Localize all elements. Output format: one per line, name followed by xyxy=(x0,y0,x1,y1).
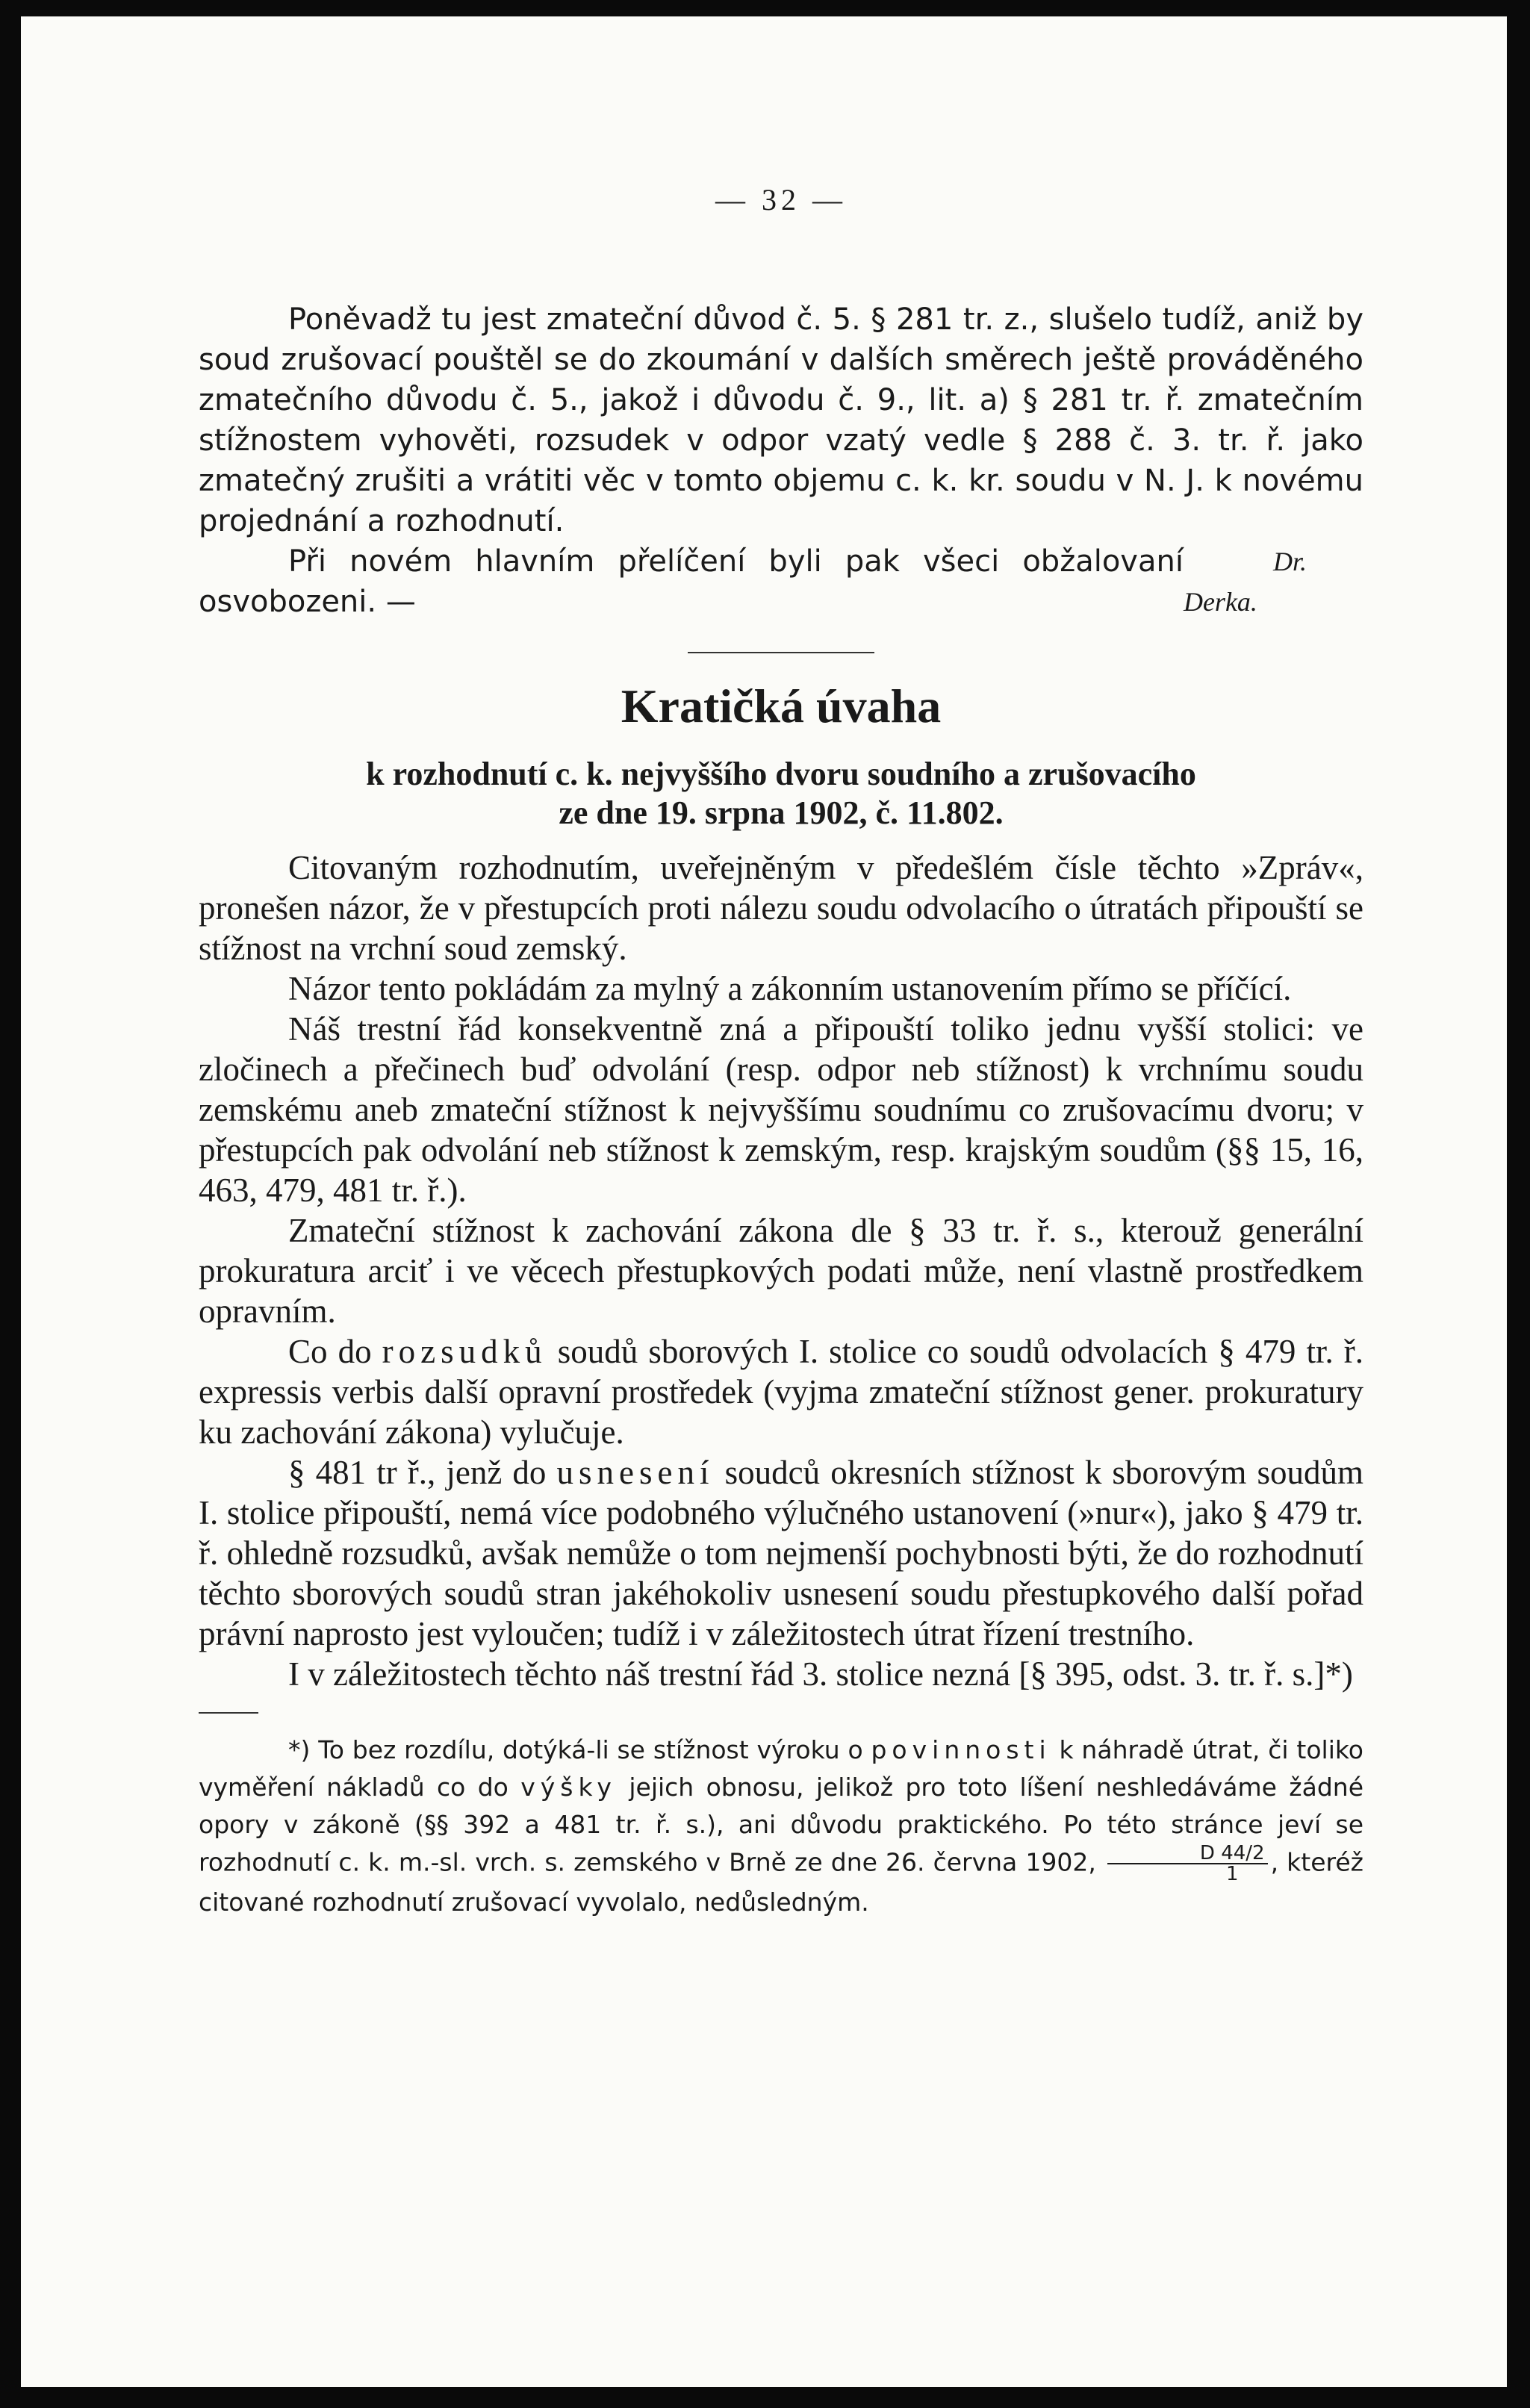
emphasized-word: výšky xyxy=(520,1773,617,1802)
case-number-fraction xyxy=(1107,1844,1268,1884)
paragraph-text: soudů sborových I. stolice co soudů odvolacích § 479 tr. ř. expressis verbis další opravní prostředek (vyjma zmateční stížnost gener. prokuratury ku zachování zákona) vylučuje. xyxy=(199,1333,1364,1451)
page-number: — 32 — xyxy=(715,183,847,217)
article-body xyxy=(199,847,1363,1694)
paragraph xyxy=(199,1452,1363,1654)
page xyxy=(21,16,1507,2387)
closing-paragraph xyxy=(199,541,1363,622)
author-signature: Dr. Derka. xyxy=(1183,547,1307,617)
footnote-text: *) To bez rozdílu, dotýká-li se stížnost výroku o xyxy=(288,1735,863,1764)
footnote-divider xyxy=(199,1712,258,1714)
fraction-denominator: 1 xyxy=(1225,1863,1239,1885)
paragraph: Citovaným rozhodnutím, uveřejněným v předešlém čísle těchto »Zpráv«, pronešen názor, že v přestupcích proti nálezu soudu odvolacího o útratách připouští se stížnost na vrchní soud zemský. xyxy=(199,849,1363,967)
paragraph: I v záležitostech těchto náš trestní řád 3. stolice nezná [§ 395, odst. 3. tr. ř. s.]*) xyxy=(288,1655,1353,1693)
emphasized-word: povinnosti xyxy=(871,1735,1051,1764)
paragraph: Názor tento pokládám za mylný a zákonním ustanovením přímo se příčící. xyxy=(288,970,1292,1007)
paragraph: Náš trestní řád konsekventně zná a připouští toliko jednu vyšší stolici: ve zločinech a přečinech buď odvolání (resp. odpor neb stížnost) k vrchnímu soudu zemskému aneb zmateční stížnost k nejvyššímu soudnímu co zrušovacímu dvoru; v přestupcích pak odvolání neb stížnost k zemským, resp. krajským soudům (§§ 15, 16, 463, 479, 481 tr. ř.). xyxy=(199,1010,1363,1209)
footnote xyxy=(199,1732,1363,1921)
article-title: Kratičká úvaha xyxy=(621,679,942,732)
footnote-text: k náhradě útrat, či toliko vyměření nákladů co do xyxy=(199,1735,1363,1802)
article-subtitle-line2: ze dne 19. srpna 1902, č. 11.802. xyxy=(559,794,1004,831)
paragraph-text: Co do xyxy=(288,1333,372,1370)
previous-article-ending xyxy=(199,299,1363,622)
emphasized-word: usnesení xyxy=(556,1454,715,1491)
article-subtitle-line1: k rozhodnutí c. k. nejvyššího dvoru soudního a zrušovacího xyxy=(366,756,1196,792)
footnote-text: jejich obnosu, jelikož pro toto líšení neshledáváme žádné opory v zákoně (§§ 392 a 481 tr. ř. s.), ani důvodu praktického. Po této stránce jeví se rozhodnutí c. k. m.-sl. vrch. s. zemského v Brně ze dne 26. června 1902, xyxy=(199,1773,1364,1877)
fraction-numerator: D 44/2 xyxy=(1107,1844,1268,1864)
page-content xyxy=(199,182,1363,1921)
article-subtitle xyxy=(199,755,1363,833)
section-divider xyxy=(688,652,874,653)
paragraph-text: soudců okresních stížnost k sborovým soudům I. stolice připouští, nemá více podobného výlučného ustanovení (»nur«), jako § 479 tr. ř. ohledně rozsudků, avšak nemůže o tom nejmenší pochybnosti býti, že do rozhodnutí těchto sborových soudů stran jakéhokoliv usnesení soudu přestupkového další pořad právní naprosto jest vyloučen; tudíž i v záležitostech útrat řízení trestního. xyxy=(199,1454,1364,1652)
closing-text: Při novém hlavním přelíčení byli pak všeci obžalovaní osvobozeni. — xyxy=(199,544,1184,619)
footnote-paragraph xyxy=(199,1732,1363,1921)
paragraph-text: § 481 tr ř., jenž do xyxy=(288,1454,547,1491)
footnote-text: , kteréž citované rozhodnutí zrušovací vyvolalo, nedůsledným. xyxy=(199,1847,1363,1917)
paragraph: Zmateční stížnost k zachování zákona dle § 33 tr. ř. s., kterouž generální prokuratura arciť i ve věcech přestupkových podati může, není vlastně prostředkem opravním. xyxy=(199,1212,1363,1330)
paragraph xyxy=(199,1331,1363,1452)
emphasized-word: rozsudků xyxy=(382,1333,547,1370)
intro-paragraph: Poněvadž tu jest zmateční důvod č. 5. § 281 tr. z., slušelo tudíž, aniž by soud zrušovací pouštěl se do zkoumání v dalších směrech ještě prováděného zmatečního důvodu č. 5., jakož i důvodu č. 9., lit. a) § 281 tr. ř. zmatečním stížnostem vyhověti, rozsudek v odpor vzatý vedle § 288 č. 3. tr. ř. jako zmatečný zrušiti a vrátiti věc v tomto objemu c. k. kr. soudu v N. J. k novému projednání a rozhodnutí. xyxy=(199,302,1363,538)
